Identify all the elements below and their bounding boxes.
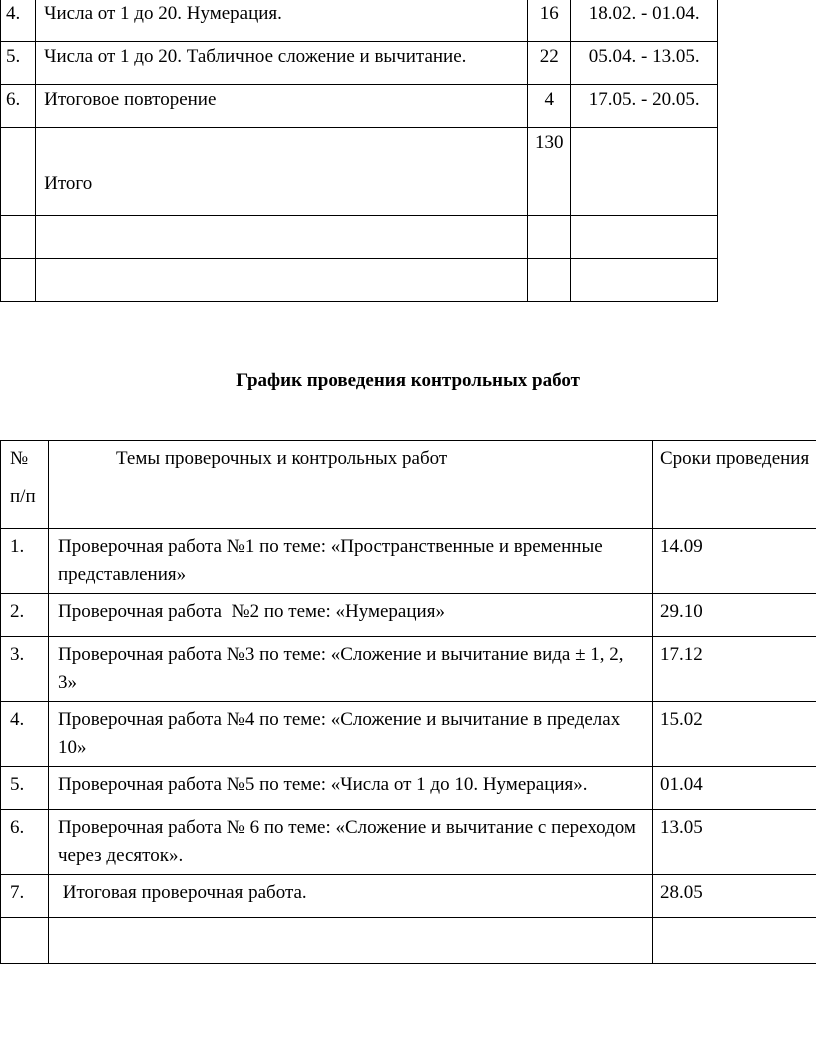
work-date: 15.02 (653, 702, 816, 767)
table-row (1, 529, 816, 594)
work-date: 01.04 (653, 767, 816, 810)
empty-cell (528, 216, 571, 259)
header-date: Сроки проведения (653, 441, 816, 529)
empty-cell (571, 259, 718, 302)
header-title-cell (49, 441, 653, 529)
topic-title: Числа от 1 до 20. Нумерация. (36, 0, 528, 42)
row-number: 3. (1, 637, 49, 702)
table-row (1, 810, 816, 875)
work-title: Проверочная работа №2 по теме: «Нумерация» (49, 594, 653, 637)
work-date: 14.09 (653, 529, 816, 594)
header-number-cell (1, 441, 49, 529)
empty-cell (36, 259, 528, 302)
row-number: 5. (1, 42, 36, 85)
table-row (1, 594, 816, 637)
empty-cell (1, 918, 49, 964)
empty-cell (528, 259, 571, 302)
empty-cell (49, 918, 653, 964)
row-number: 4. (1, 0, 36, 42)
table-row (1, 637, 816, 702)
work-date: 28.05 (653, 875, 816, 918)
table-header-row (1, 441, 816, 529)
table-row (1, 0, 718, 42)
total-label-cell (36, 128, 528, 216)
work-title: Проверочная работа №3 по теме: «Сложение и вычитание вида ± 1, 2, 3» (49, 637, 653, 702)
table-row (1, 42, 718, 85)
topic-title: Итоговое повторение (36, 85, 528, 128)
work-date: 17.12 (653, 637, 816, 702)
empty-cell (571, 128, 718, 216)
table-row (1, 875, 816, 918)
row-number: 4. (1, 702, 49, 767)
work-title: Проверочная работа № 6 по теме: «Сложение и вычитание с переходом через десяток». (49, 810, 653, 875)
date-range: 17.05. - 20.05. (571, 85, 718, 128)
row-number: 2. (1, 594, 49, 637)
total-label: Итого (44, 173, 93, 194)
date-range: 05.04. - 13.05. (571, 42, 718, 85)
row-number: 6. (1, 85, 36, 128)
header-number-sign: № (10, 448, 29, 469)
row-number: 5. (1, 767, 49, 810)
total-hours: 130 (528, 128, 571, 216)
work-title: Проверочная работа №5 по теме: «Числа от 1 до 10. Нумерация». (49, 767, 653, 810)
program-table (0, 0, 718, 302)
work-title: Проверочная работа №1 по теме: «Пространственные и временные представления» (49, 529, 653, 594)
hours-value: 16 (528, 0, 571, 42)
work-title: Итоговая проверочная работа. (49, 875, 653, 918)
empty-row (1, 216, 718, 259)
empty-cell (1, 216, 36, 259)
work-date: 13.05 (653, 810, 816, 875)
date-range: 18.02. - 01.04. (571, 0, 718, 42)
schedule-table (0, 440, 816, 964)
schedule-title: График проведения контрольных работ (236, 370, 580, 391)
total-row (1, 128, 718, 216)
empty-cell (36, 216, 528, 259)
empty-cell (571, 216, 718, 259)
work-title: Проверочная работа №4 по теме: «Сложение и вычитание в пределах 10» (49, 702, 653, 767)
work-date: 29.10 (653, 594, 816, 637)
empty-cell (653, 918, 816, 964)
row-number: 7. (1, 875, 49, 918)
header-number-abbr: п/п (10, 486, 36, 507)
empty-row (1, 259, 718, 302)
empty-cell (1, 259, 36, 302)
topic-title: Числа от 1 до 20. Табличное сложение и вычитание. (36, 42, 528, 85)
table-row (1, 85, 718, 128)
row-number: 1. (1, 529, 49, 594)
table-row (1, 767, 816, 810)
hours-value: 4 (528, 85, 571, 128)
header-title: Темы проверочных и контрольных работ (116, 448, 448, 469)
table-row (1, 702, 816, 767)
hours-value: 22 (528, 42, 571, 85)
empty-cell (1, 128, 36, 216)
row-number: 6. (1, 810, 49, 875)
empty-row (1, 918, 816, 964)
